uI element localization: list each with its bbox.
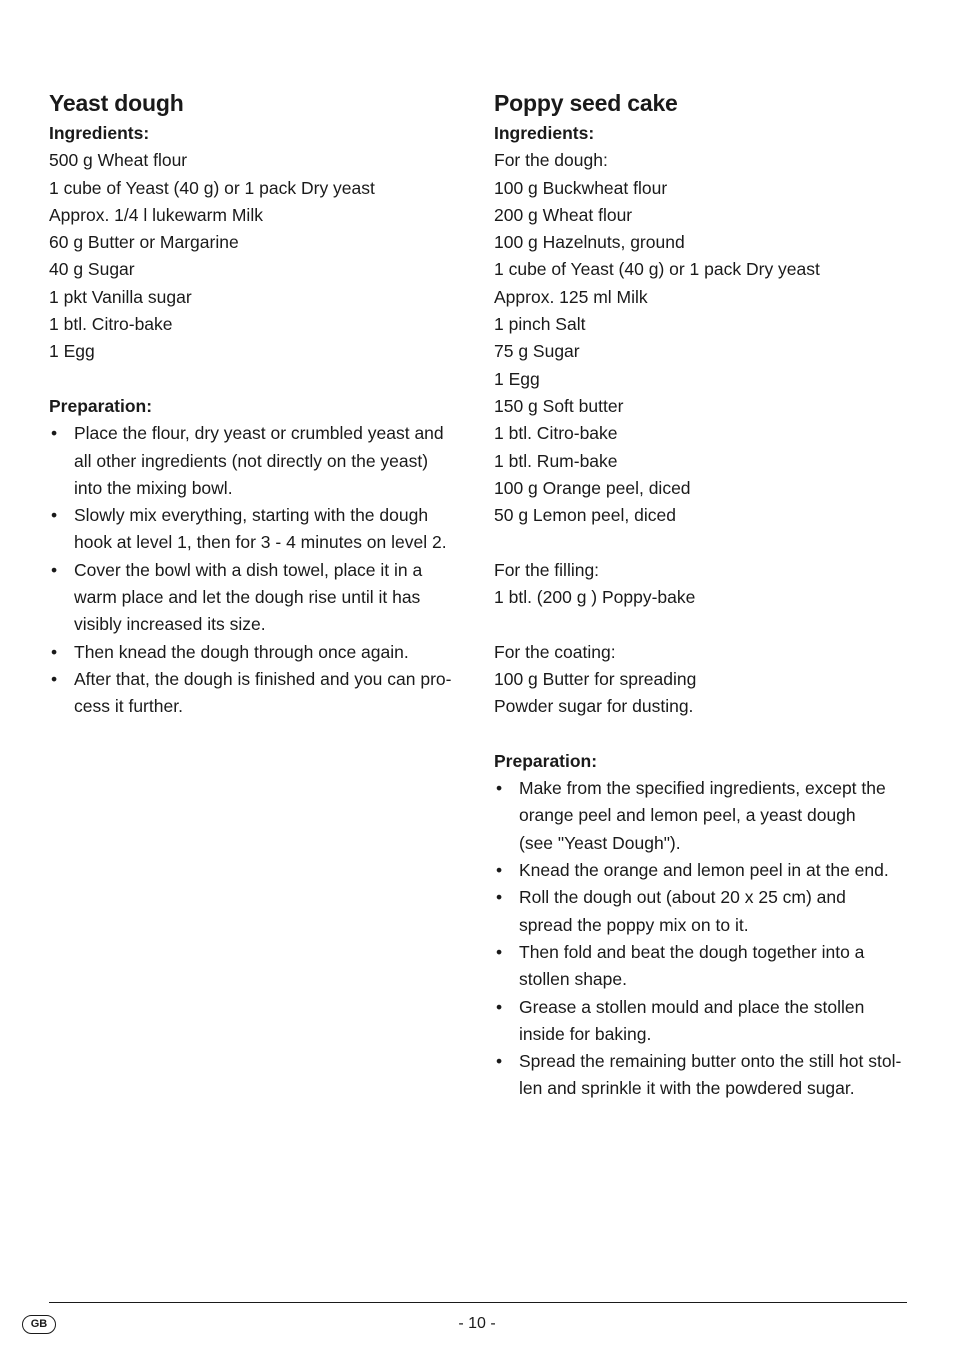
bullet-icon: •: [51, 641, 58, 662]
step-line: Cover the bowl with a dish towel, place it in a: [74, 559, 423, 580]
spacer: [494, 611, 914, 638]
coating-label: For the coating:: [494, 641, 616, 662]
bullet-icon: •: [496, 778, 503, 799]
list-item: [49, 666, 469, 721]
step-line: visibly increased its size.: [74, 614, 266, 635]
step-line: hook at level 1, then for 3 - 4 minutes on level 2.: [74, 532, 447, 553]
step-line: Knead the orange and lemon peel in at the end.: [519, 860, 889, 881]
step-line: len and sprinkle it with the powdered sugar.: [519, 1078, 855, 1099]
bullet-icon: •: [51, 423, 58, 444]
bullet-icon: •: [496, 887, 503, 908]
list-item: [494, 1048, 914, 1103]
filling-label: For the filling:: [494, 559, 600, 580]
step-line: Roll the dough out (about 20 x 25 cm) and: [519, 887, 846, 908]
step-line: After that, the dough is finished and you can pro-: [74, 668, 452, 689]
footer-divider: [49, 1302, 907, 1303]
yeast-dough-recipe: [49, 86, 469, 721]
ingredient-item: 500 g Wheat flour: [49, 150, 188, 171]
bullet-icon: •: [496, 996, 503, 1017]
list-item: [494, 775, 914, 857]
page-number: - 10 -: [458, 1315, 496, 1332]
list-item: [494, 857, 914, 884]
ingredient-item: 100 g Hazelnuts, ground: [494, 232, 685, 253]
yeast-dough-title: Yeast dough: [49, 90, 184, 116]
step-line: Place the flour, dry yeast or crumbled yeast and: [74, 423, 444, 444]
list-item: [494, 939, 914, 994]
yeast-dough-ingredients-heading: Ingredients:: [49, 123, 150, 143]
step-line: Grease a stollen mould and place the stollen: [519, 996, 865, 1017]
bullet-icon: •: [496, 860, 503, 881]
bullet-icon: •: [51, 668, 58, 689]
step-line: spread the poppy mix on to it.: [519, 914, 749, 935]
poppy-seed-cake-steps: [494, 775, 914, 1103]
poppy-seed-cake-title: Poppy seed cake: [494, 90, 678, 116]
list-item: [49, 420, 469, 502]
step-line: Spread the remaining butter onto the still hot stol-: [519, 1051, 902, 1072]
ingredient-item: 1 btl. Citro-bake: [494, 423, 618, 444]
step-line: all other ingredients (not directly on the yeast): [74, 450, 429, 471]
bullet-icon: •: [51, 559, 58, 580]
ingredient-item: 1 Egg: [49, 341, 95, 362]
ingredient-item: 100 g Buckwheat flour: [494, 177, 668, 198]
poppy-seed-cake-recipe: [494, 86, 914, 1103]
step-line: Make from the specified ingredients, except the: [519, 778, 886, 799]
ingredient-item: 200 g Wheat flour: [494, 204, 633, 225]
list-item: [49, 502, 469, 557]
ingredient-item: 1 pkt Vanilla sugar: [49, 286, 192, 307]
list-item: [49, 639, 469, 666]
list-item: [49, 557, 469, 639]
country-code-badge: GB: [22, 1315, 56, 1334]
ingredient-item: 100 g Orange peel, diced: [494, 477, 691, 498]
spacer: [494, 721, 914, 748]
ingredient-item: 1 pinch Salt: [494, 314, 586, 335]
bullet-icon: •: [51, 505, 58, 526]
step-line: Then fold and beat the dough together into a: [519, 941, 865, 962]
list-item: [494, 994, 914, 1049]
step-line: cess it further.: [74, 696, 183, 717]
step-line: Slowly mix everything, starting with the dough: [74, 505, 429, 526]
spacer: [49, 366, 469, 393]
step-line: into the mixing bowl.: [74, 477, 233, 498]
ingredient-item: 1 btl. Citro-bake: [49, 314, 173, 335]
step-line: warm place and let the dough rise until it has: [74, 587, 421, 608]
poppy-seed-cake-preparation-heading: Preparation:: [494, 750, 598, 771]
ingredient-item: 1 btl. Rum-bake: [494, 450, 618, 471]
yeast-dough-ingredients-list: [49, 147, 469, 365]
ingredient-item: 1 Egg: [494, 368, 540, 389]
ingredient-item: Powder sugar for dusting.: [494, 696, 694, 717]
ingredient-item: 40 g Sugar: [49, 259, 135, 280]
yeast-dough-steps: [49, 420, 469, 720]
ingredient-item: Approx. 1/4 l lukewarm Milk: [49, 204, 263, 225]
list-item: [494, 884, 914, 939]
ingredient-item: 60 g Butter or Margarine: [49, 232, 239, 253]
step-line: inside for baking.: [519, 1023, 652, 1044]
spacer: [494, 529, 914, 556]
dough-label: For the dough:: [494, 150, 608, 171]
ingredient-item: 150 g Soft butter: [494, 395, 624, 416]
ingredient-item: 1 btl. (200 g ) Poppy-bake: [494, 587, 696, 608]
step-line: stollen shape.: [519, 969, 627, 990]
dough-ingredients-list: [494, 175, 914, 530]
step-line: (see "Yeast Dough").: [519, 832, 681, 853]
poppy-seed-cake-ingredients-heading: Ingredients:: [494, 123, 595, 143]
ingredient-item: 1 cube of Yeast (40 g) or 1 pack Dry yeast: [49, 177, 375, 198]
yeast-dough-preparation-heading: Preparation:: [49, 395, 153, 416]
ingredient-item: Approx. 125 ml Milk: [494, 286, 648, 307]
step-line: Then knead the dough through once again.: [74, 641, 409, 662]
bullet-icon: •: [496, 941, 503, 962]
step-line: orange peel and lemon peel, a yeast dough: [519, 805, 856, 826]
ingredient-item: 50 g Lemon peel, diced: [494, 505, 676, 526]
ingredient-item: 1 cube of Yeast (40 g) or 1 pack Dry yeast: [494, 259, 820, 280]
ingredient-item: 100 g Butter for spreading: [494, 668, 697, 689]
ingredient-item: 75 g Sugar: [494, 341, 580, 362]
bullet-icon: •: [496, 1051, 503, 1072]
